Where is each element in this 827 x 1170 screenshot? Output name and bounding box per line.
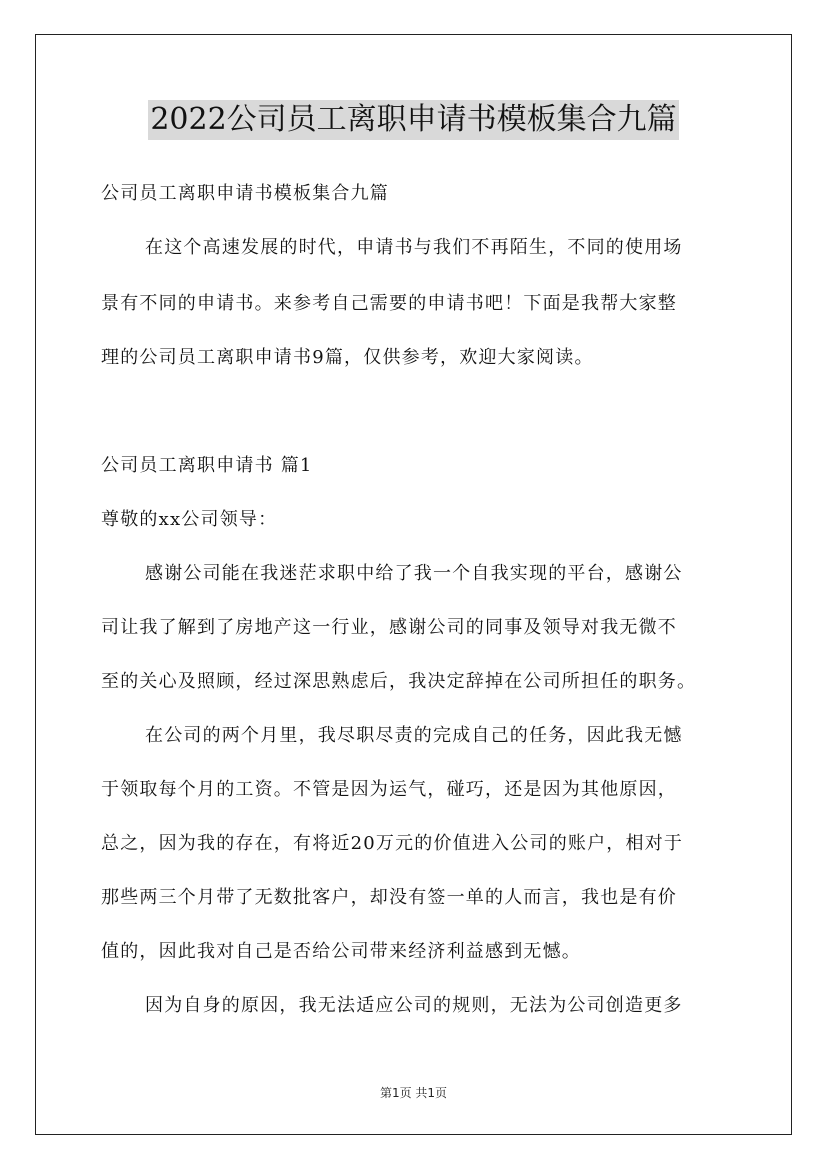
- paragraph-line: 至的关心及照顾，经过深思熟虑后，我决定辞掉在公司所担任的职务。: [101, 671, 697, 692]
- doc-subtitle: 公司员工离职申请书模板集合九篇: [101, 183, 389, 204]
- paragraph-line: 司让我了解到了房地产这一行业，感谢公司的同事及领导对我无微不: [101, 617, 677, 638]
- paragraph-line: 在这个高速发展的时代，申请书与我们不再陌生，不同的使用场: [145, 237, 683, 258]
- paragraph-line: 值的，因此我对自己是否给公司带来经济利益感到无憾。: [101, 941, 581, 962]
- paragraph-line: 感谢公司能在我迷茫求职中给了我一个自我实现的平台，感谢公: [145, 563, 683, 584]
- paragraph-line: 景有不同的申请书。来参考自己需要的申请书吧！下面是我帮大家整: [101, 293, 677, 314]
- paragraph-line: 总之，因为我的存在，有将近20万元的价值进入公司的账户，相对于: [101, 833, 684, 854]
- paragraph-line: 理的公司员工离职申请书9篇，仅供参考，欢迎大家阅读。: [101, 347, 594, 368]
- page-number-footer: 第1页 共1页: [379, 1086, 448, 1100]
- salutation: 尊敬的xx公司领导：: [101, 509, 278, 530]
- paragraph-line: 那些两三个月带了无数批客户，却没有签一单的人而言，我也是有价: [101, 887, 677, 908]
- paragraph-line: 因为自身的原因，我无法适应公司的规则，无法为公司创造更多: [145, 995, 683, 1016]
- paragraph-line: 于领取每个月的工资。不管是因为运气，碰巧，还是因为其他原因，: [101, 779, 677, 800]
- document-title: 2022公司员工离职申请书模板集合九篇: [148, 100, 678, 140]
- paragraph-line: 在公司的两个月里，我尽职尽责的完成自己的任务，因此我无憾: [145, 725, 683, 746]
- section-heading: 公司员工离职申请书 篇1: [101, 455, 313, 476]
- title-container: [0, 100, 827, 140]
